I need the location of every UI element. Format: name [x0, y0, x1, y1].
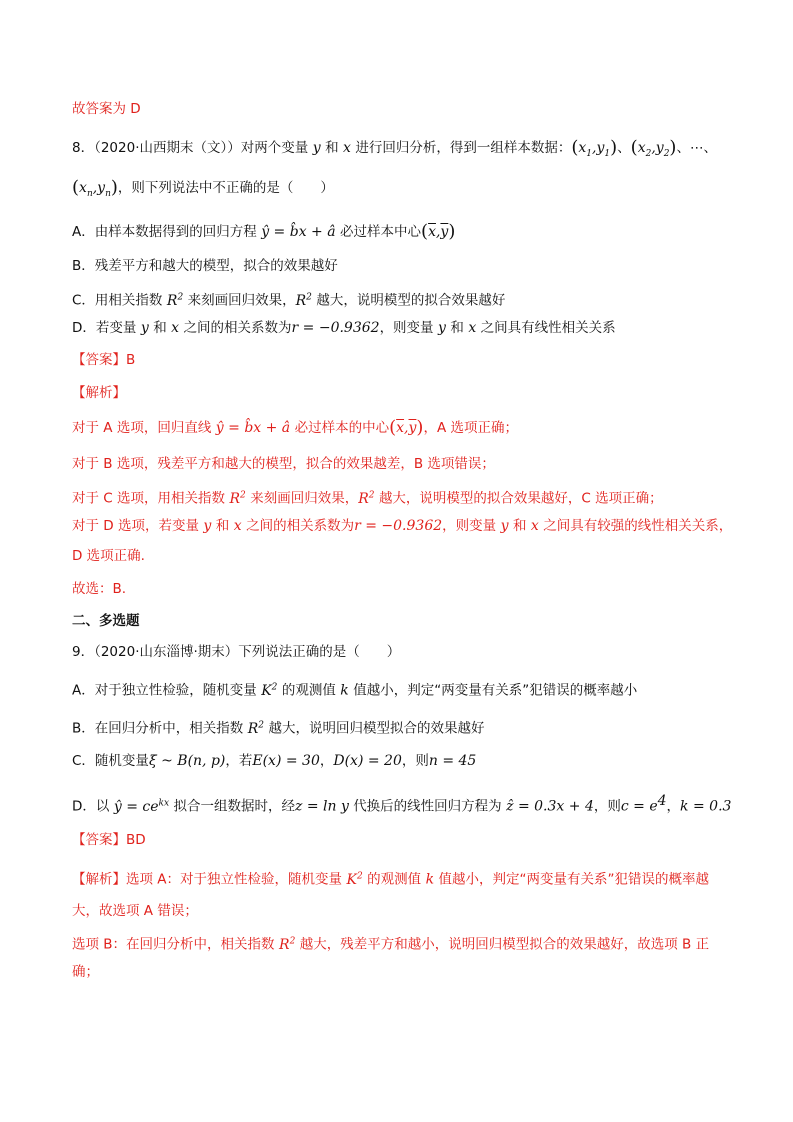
q8-stem: 8．（2020·山西期末（文））对两个变量 y 和 x 进行回归分析，得到一组样本数据：$(x_1,y_1)$、$(x_2,y_2)$、⋯、	[72, 137, 717, 159]
q8-option-a: A．由样本数据得到的回归方程 ŷ = b̂x + â 必过样本中心$(\overline{x},\overline{y})$	[72, 221, 456, 242]
q9-option-c: C．随机变量ξ ~ B(n, p)，若E(x) = 30，D(x) = 20，则n = 45	[72, 753, 477, 769]
q8-analysis-c: 对于 C 选项，用相关指数 $R^2$ 来刻画回归效果，$R^2$ 越大，说明模型的拟合效果越好，C 选项正确；	[72, 490, 663, 507]
q8-option-b: B．残差平方和越大的模型，拟合的效果越好	[72, 258, 338, 274]
q8-analysis-a: 对于 A 选项，回归直线 ŷ = b̂x + â 必过样本的中心$(\overline{x},\overline{y})$，A 选项正确；	[72, 417, 518, 438]
q8-analysis-d-cont: D 选项正确.	[72, 548, 145, 564]
q9-analysis-a: 【解析】选项 A：对于独立性检验，随机变量 $K^2$ 的观测值 k 值越小，判定“两变量有关系”犯错误的概率越	[72, 871, 710, 888]
q8-answer: 【答案】B	[72, 352, 136, 368]
q9-stem: 9．（2020·山东淄博·期末）下列说法正确的是（ ）	[72, 644, 401, 660]
prev-answer: 故答案为 D	[72, 101, 141, 117]
q8-option-c: C．用相关指数 $R^2$ 来刻画回归效果，$R^2$ 越大，说明模型的拟合效果越好	[72, 292, 506, 309]
q9-option-b: B．在回归分析中，相关指数 $R^2$ 越大，说明回归模型拟合的效果越好	[72, 720, 485, 737]
q8-conclusion: 故选：B.	[72, 581, 127, 597]
q8-stem-cont: $(x_n,y_n)$，则下列说法中不正确的是（ ）	[72, 177, 334, 199]
q8-analysis-label: 【解析】	[72, 385, 126, 401]
q8-analysis-b: 对于 B 选项，残差平方和越大的模型，拟合的效果越差，B 选项错误；	[72, 456, 495, 472]
q8-analysis-d: 对于 D 选项，若变量 y 和 x 之间的相关系数为r = −0.9362，则变量 y 和 x 之间具有较强的线性相关关系，	[72, 518, 733, 534]
q9-analysis-a-cont: 大，故选项 A 错误；	[72, 903, 198, 919]
q9-analysis-b-cont: 确；	[72, 964, 99, 980]
q9-answer: 【答案】BD	[72, 832, 146, 848]
q9-analysis-b: 选项 B：在回归分析中，相关指数 $R^2$ 越大，残差平方和越小，说明回归模型拟合的效果越好，故选项 B 正	[72, 936, 710, 953]
section-title: 二、多选题	[72, 613, 140, 629]
q9-option-a: A．对于独立性检验，随机变量 $K^2$ 的观测值 k 值越小，判定“两变量有关系”犯错误的概率越小	[72, 682, 638, 699]
q9-option-d: D．以 ŷ = $ce^{kx}$ 拟合一组数据时，经z = ln y 代换后的线性回归方程为 ẑ = 0.3x + 4，则$c = e^4$，k = 0.3	[72, 793, 732, 815]
q8-option-d: D．若变量 y 和 x 之间的相关系数为r = −0.9362，则变量 y 和 x 之间具有线性相关关系	[72, 320, 616, 336]
